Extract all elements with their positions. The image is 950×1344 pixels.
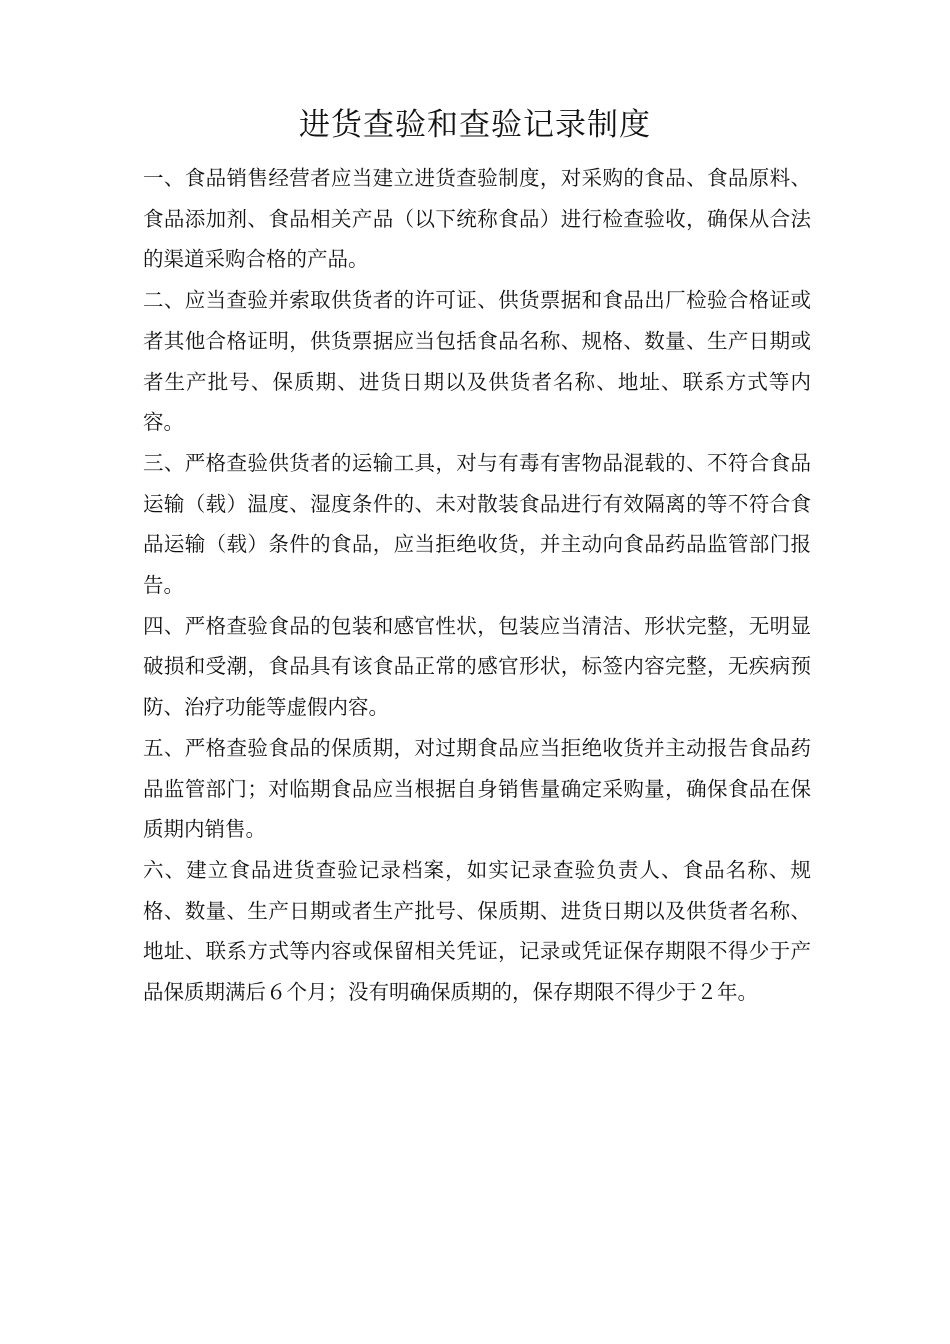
paragraph-2: 二、应当查验并索取供货者的许可证、供货票据和食品出厂检验合格证或者其他合格证明，供货票据应当包括食品名称、规格、数量、生产日期或者生产批号、保质期、进货日期以及供货者名称、地址、联系方式等内容。 xyxy=(143,288,811,435)
paragraph-6: 六、建立食品进货查验记录档案，如实记录查验负责人、食品名称、规格、数量、生产日期或者生产批号、保质期、进货日期以及供货者名称、地址、联系方式等内容或保留相关凭证，记录或凭证保存期限不得少于产品保质期满后６个月；没有明确保质期的，保存期限不得少于２年。 xyxy=(143,857,811,1005)
document-body xyxy=(143,158,811,1013)
paragraph-3: 三、严格查验供货者的运输工具，对与有毒有害物品混载的、不符合食品运输（载）温度、湿度条件的、未对散装食品进行有效隔离的等不符合食品运输（载）条件的食品，应当拒绝收货，并主动向食品药品监管部门报告。 xyxy=(143,450,811,598)
paragraph-4: 四、严格查验食品的包装和感官性状，包装应当清洁、形状完整，无明显破损和受潮，食品具有该食品正常的感官形状，标签内容完整，无疾病预防、治疗功能等虚假内容。 xyxy=(143,613,811,720)
paragraph-1: 一、食品销售经营者应当建立进货查验制度，对采购的食品、食品原料、食品添加剂、食品相关产品（以下统称食品）进行检查验收，确保从合法的渠道采购合格的产品。 xyxy=(143,166,811,272)
document-title: 进货查验和查验记录制度 xyxy=(299,107,651,143)
paragraph-5: 五、严格查验食品的保质期，对过期食品应当拒绝收货并主动报告食品药品监管部门；对临期食品应当根据自身销售量确定采购量，确保食品在保质期内销售。 xyxy=(143,735,811,842)
